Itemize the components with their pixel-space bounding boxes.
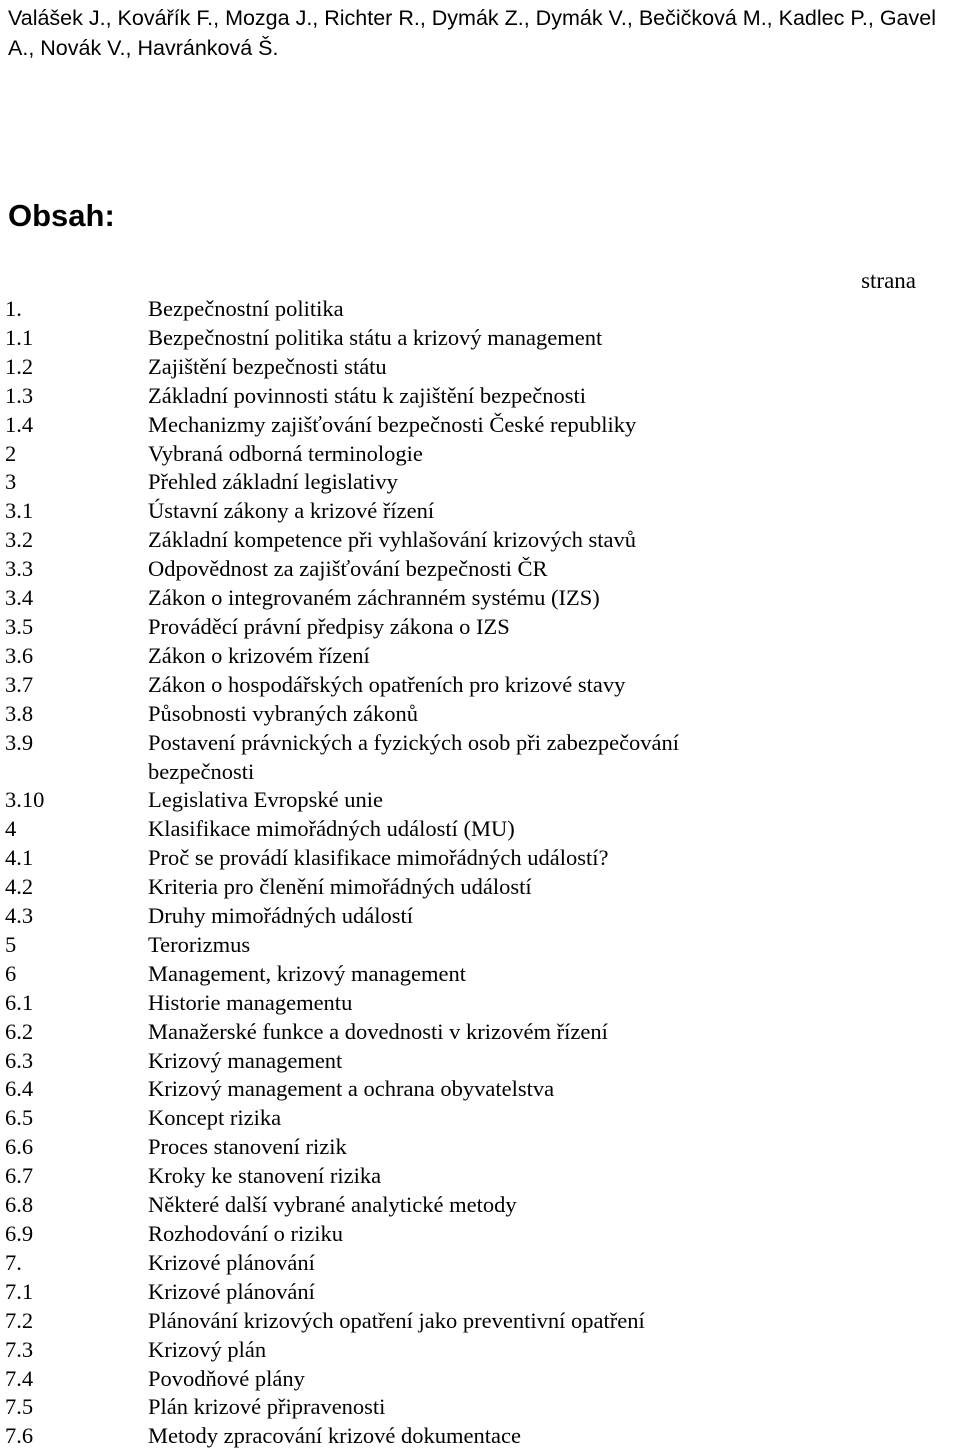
toc-entry: [5, 1422, 945, 1451]
toc-entry: [5, 844, 945, 873]
toc-entry-title: Zákon o integrovaném záchranném systému (IZS): [148, 585, 600, 611]
toc-entry-number: 3.7: [5, 671, 34, 697]
toc-entry-number: 6.3: [5, 1047, 34, 1073]
toc-entry-number: 7.5: [5, 1394, 34, 1420]
toc-entry-number: 5: [5, 931, 17, 957]
toc-entry-title: Krizové plánování: [148, 1249, 315, 1275]
toc-entry: [5, 642, 945, 671]
toc-entry-title: Druhy mimořádných událostí: [148, 903, 413, 929]
toc-entry-title: Krizové plánování: [148, 1278, 315, 1304]
toc-entry: [5, 1365, 945, 1394]
toc-entry: [5, 497, 945, 526]
toc-entry: [5, 873, 945, 902]
toc-entry-number: 2: [5, 440, 17, 466]
toc-entry: [5, 1133, 945, 1162]
toc-entry-title: Vybraná odborná terminologie: [148, 440, 423, 466]
toc-entry: [5, 1307, 945, 1336]
toc-entry-title: Management, krizový management: [148, 960, 467, 986]
toc-entry-number: 3.9: [5, 729, 34, 755]
toc-entry-number: 7.: [5, 1249, 22, 1275]
toc-entry-title: Kroky ke stanovení rizika: [148, 1163, 382, 1189]
toc-entry: [5, 411, 945, 440]
toc-entry-title: Základní povinnosti státu k zajištění bezpečnosti: [148, 382, 587, 408]
toc-entry-number: 1.1: [5, 324, 34, 350]
toc-entry: [5, 960, 945, 989]
toc-entry: [5, 382, 945, 411]
toc-entry-number: 6.8: [5, 1192, 34, 1218]
toc-entry-title: Ústavní zákony a krizové řízení: [148, 498, 435, 524]
toc-entry: [5, 1018, 945, 1047]
toc-entry: [5, 902, 945, 931]
toc-entry-number: 3.3: [5, 556, 34, 582]
toc-entry-title: Přehled základní legislativy: [148, 469, 398, 495]
toc-entry-title: Krizový plán: [148, 1336, 267, 1362]
toc-entry-title: Zákon o krizovém řízení: [148, 642, 370, 668]
toc-entry: [5, 989, 945, 1018]
toc-entry-number: 3.1: [5, 498, 34, 524]
contents-heading: Obsah:: [8, 198, 115, 233]
toc-entry-number: 1.: [5, 296, 22, 321]
toc-entry: [5, 295, 945, 324]
toc-entry: [5, 526, 945, 555]
toc-entry: [5, 729, 945, 787]
toc-entry: [5, 1075, 945, 1104]
toc-entry-number: 6.2: [5, 1018, 34, 1044]
toc-entry: [5, 468, 945, 497]
toc-entry: [5, 324, 945, 353]
toc-entry-title: Mechanizmy zajišťování bezpečnosti České republiky: [148, 411, 637, 437]
toc-entry-title: Bezpečnostní politika: [148, 296, 344, 321]
toc-entry-number: 4.2: [5, 874, 34, 900]
toc-entry-title: Základní kompetence při vyhlašování krizových stavů: [148, 527, 636, 553]
toc-entry: [5, 671, 945, 700]
toc-entry: [5, 1336, 945, 1365]
toc-entry: [5, 440, 945, 469]
toc-entry-number: 3.10: [5, 787, 45, 813]
toc-entry: [5, 1162, 945, 1191]
toc-entry-title: Klasifikace mimořádných událostí (MU): [148, 816, 515, 842]
toc-entry-number: 7.2: [5, 1307, 34, 1333]
toc-entry-number: 1.2: [5, 353, 34, 379]
toc-entry-number: 6.6: [5, 1134, 34, 1160]
toc-entry-title: Kriteria pro členění mimořádných událostí: [148, 874, 532, 900]
toc-entry: [5, 700, 945, 729]
toc-entry-number: 1.4: [5, 411, 34, 437]
toc-entry: [5, 353, 945, 382]
toc-entry-title: Legislativa Evropské unie: [148, 787, 383, 813]
toc-entry-number: 7.6: [5, 1423, 34, 1449]
toc-entry: [5, 613, 945, 642]
toc-entry-number: 6.5: [5, 1105, 34, 1131]
toc-entry-title: Krizový management a ochrana obyvatelstva: [148, 1076, 555, 1102]
toc-entry-number: 7.3: [5, 1336, 34, 1362]
toc-entry-number: 6.1: [5, 989, 34, 1015]
toc-entry-title: Metody zpracování krizové dokumentace: [148, 1423, 521, 1449]
toc-entry-title: Krizový management: [148, 1047, 343, 1073]
toc-entry-number: 7.4: [5, 1365, 34, 1391]
toc-entry-title: Proces stanovení rizik: [148, 1134, 347, 1160]
toc-entry-number: 3.2: [5, 527, 34, 553]
toc-entry: [5, 815, 945, 844]
toc-entry-number: 3: [5, 469, 17, 495]
toc-entry-number: 6: [5, 960, 17, 986]
toc-entry-title: Odpovědnost za zajišťování bezpečnosti ČR: [148, 556, 548, 582]
toc-entry-title: Působnosti vybraných zákonů: [148, 700, 418, 726]
toc-entry-number: 4.3: [5, 903, 34, 929]
toc-entry-number: 6.4: [5, 1076, 34, 1102]
toc-entry-number: 3.6: [5, 642, 34, 668]
toc-entry-title: Rozhodování o riziku: [148, 1221, 343, 1246]
toc-entry: [5, 1393, 945, 1422]
toc-entry-title: Manažerské funkce a dovednosti v krizovém řízení: [148, 1018, 608, 1044]
toc-entry-title: Plánování krizových opatření jako preventivní opatření: [148, 1307, 645, 1333]
toc-entry-title: Plán krizové připravenosti: [148, 1394, 386, 1420]
toc-entry-number: 1.3: [5, 382, 34, 408]
toc-entry-title: Proč se provádí klasifikace mimořádných událostí?: [148, 845, 609, 871]
table-of-contents: [5, 295, 945, 1451]
toc-entry: [5, 1047, 945, 1076]
toc-entry-title: Zákon o hospodářských opatřeních pro krizové stavy: [148, 671, 626, 697]
toc-entry: [5, 1278, 945, 1307]
toc-entry: [5, 931, 945, 960]
toc-entry-number: 3.8: [5, 700, 34, 726]
toc-entry-number: 3.4: [5, 585, 34, 611]
toc-entry: [5, 584, 945, 613]
toc-entry-number: 4: [5, 816, 17, 842]
toc-entry-title: Koncept rizika: [148, 1105, 282, 1131]
toc-entry: [5, 555, 945, 584]
toc-entry-title: Některé další vybrané analytické metody: [148, 1192, 517, 1218]
toc-entry-title: Postavení právnických a fyzických osob při zabezpečování bezpečnosti: [148, 729, 680, 784]
toc-entry-number: 6.9: [5, 1221, 34, 1246]
toc-entry-number: 3.5: [5, 613, 34, 639]
toc-entry-title: Bezpečnostní politika státu a krizový management: [148, 324, 603, 350]
toc-entry: [5, 1249, 945, 1278]
toc-entry-title: Prováděcí právní předpisy zákona o IZS: [148, 613, 510, 639]
toc-entry: [5, 1104, 945, 1133]
toc-entry-title: Historie managementu: [148, 989, 353, 1015]
page-column-label: strana: [861, 268, 916, 293]
toc-entry-title: Terorizmus: [148, 931, 251, 957]
toc-entry: [5, 1191, 945, 1220]
toc-entry-number: 4.1: [5, 845, 34, 871]
author-list: Valášek J., Kovářík F., Mozga J., Richter R., Dymák Z., Dymák V., Bečičková M., Kadlec P., Gavel A., Novák V., Havránková Š.: [8, 6, 936, 60]
toc-entry: [5, 786, 945, 815]
toc-entry-number: 7.1: [5, 1278, 34, 1304]
toc-entry: [5, 1220, 945, 1249]
toc-entry-number: 6.7: [5, 1163, 34, 1189]
toc-entry-title: Zajištění bezpečnosti státu: [148, 353, 387, 379]
toc-entry-title: Povodňové plány: [148, 1365, 305, 1391]
